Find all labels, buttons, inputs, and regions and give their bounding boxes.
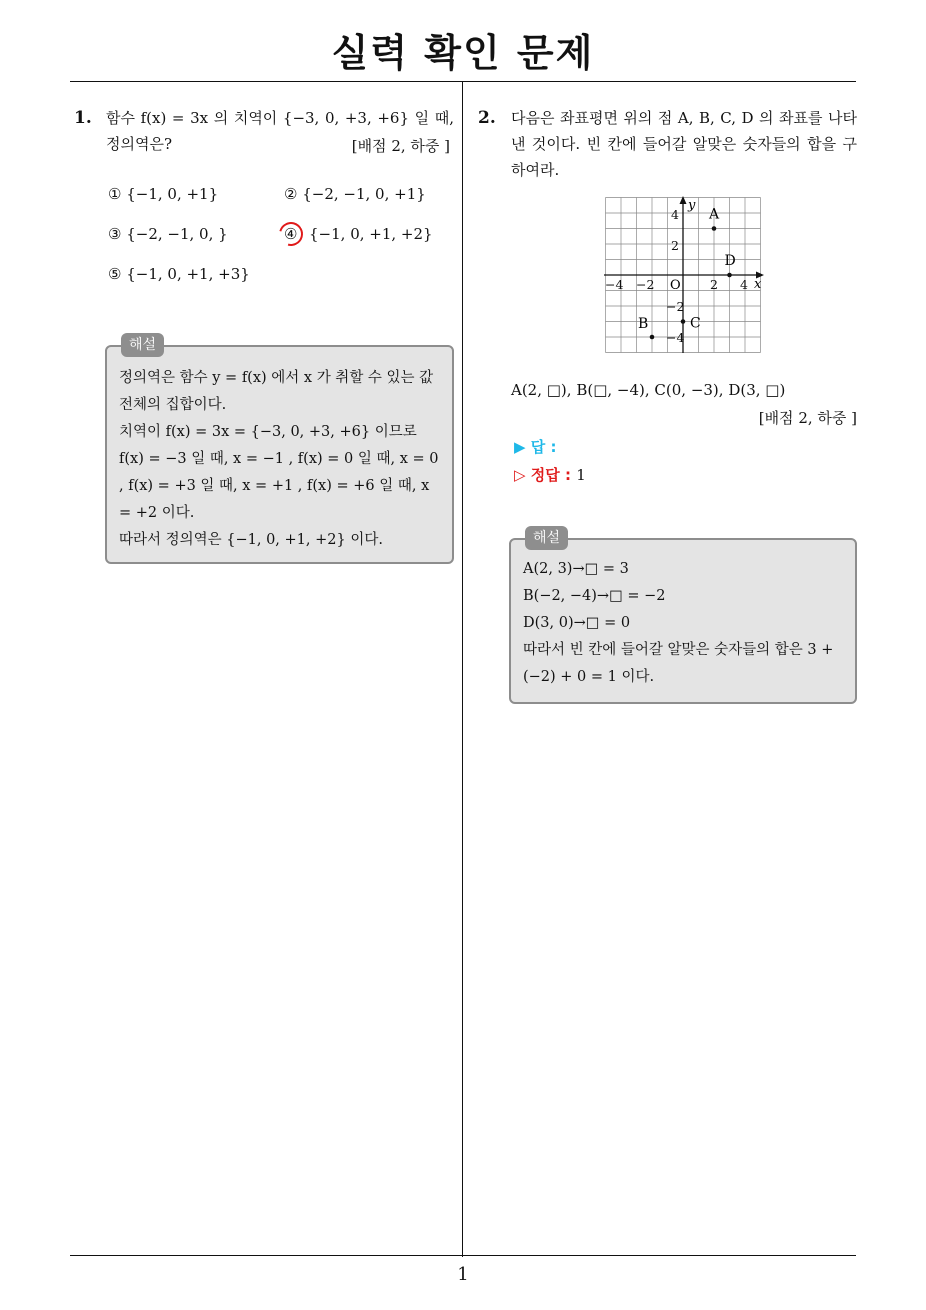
point-label-a: A: [709, 206, 720, 223]
q1-option-2[interactable]: ② {−2, −1, 0, +1}: [284, 185, 426, 203]
q2-explanation-line-4: 따라서 빈 칸에 들어갈 알맞은 숫자들의 합은 3 + (−2) + 0 = 1 이다.: [523, 642, 834, 685]
x-tick-4: 4: [740, 277, 748, 292]
y-tick-4: 4: [671, 207, 679, 222]
q1-option-4-value[interactable]: {−1, 0, +1, +2}: [309, 225, 433, 243]
page-title: 실력 확인 문제: [331, 31, 595, 75]
q1-explanation-line-3: f(x) = −3 일 때, x = −1 , f(x) = 0 일 때, x = 0 , f(x) = +3 일 때, x = +1 , f(x) = +6 일 때, x = +2 이다.: [119, 451, 439, 521]
q1-explanation-line-1: 정의역은 함수 y = f(x) 에서 x 가 취할 수 있는 값 전체의 집합이다.: [119, 370, 434, 413]
correct-answer-label: ▷ 정답 :: [514, 466, 571, 484]
point-label-d: D: [724, 253, 736, 269]
q1-explanation-line-4: 따라서 정의역은 {−1, 0, +1, +2} 이다.: [119, 532, 383, 548]
q1-number: 1.: [74, 108, 92, 128]
point-a: [712, 226, 717, 231]
q2-number: 2.: [478, 108, 496, 128]
point-label-b: B: [638, 316, 649, 332]
coordinate-plane: [600, 195, 770, 357]
q2-explanation-box: [509, 530, 857, 704]
point-b: [650, 335, 655, 340]
q1-option-5[interactable]: ⑤ {−1, 0, +1, +3}: [108, 265, 250, 283]
point-label-c: C: [690, 315, 701, 332]
q2-explanation-line-3: D(3, 0)→□ = 0: [523, 615, 631, 631]
q2-meta: [배점 2, 하중 ]: [758, 409, 857, 427]
q2-coords-line: A(2, □), B(□, −4), C(0, −3), D(3, □): [511, 381, 786, 399]
x-tick-2: 2: [710, 277, 718, 292]
q1-option-3[interactable]: ③ {−2, −1, 0, }: [108, 225, 228, 243]
top-rule: [70, 81, 856, 82]
q2-explanation-line-1: A(2, 3)→□ = 3: [523, 561, 629, 577]
q2-explanation-tag: 해설: [525, 526, 568, 550]
x-tick-neg2: −2: [636, 277, 655, 292]
bottom-rule: [70, 1255, 856, 1256]
y-tick-neg4: −4: [666, 330, 685, 345]
q1-text: 함수 f(x) = 3x 의 치역이 {−3, 0, +3, +6} 일 때, 정의역은?: [106, 109, 454, 153]
q1-explanation-tag: 해설: [121, 333, 164, 357]
answer-input-label[interactable]: ▶ 답 :: [514, 438, 557, 456]
y-axis-label: y: [688, 198, 696, 213]
point-d: [727, 273, 732, 278]
x-axis-label: x: [754, 277, 762, 292]
q1-meta: [배점 2, 하중 ]: [351, 137, 450, 155]
q1-option-1[interactable]: ① {−1, 0, +1}: [108, 185, 219, 203]
page-number: 1: [457, 1264, 469, 1285]
point-c: [681, 319, 686, 324]
correct-answer-value: 1: [576, 466, 586, 484]
origin-label: O: [670, 278, 681, 293]
correct-answer-row: [514, 464, 586, 485]
q2-text: 다음은 좌표평면 위의 점 A, B, C, D 의 좌표를 나타낸 것이다. 빈 칸에 들어갈 알맞은 숫자들의 합을 구하여라.: [511, 109, 857, 179]
q1-explanation-line-2: 치역이 f(x) = 3x = {−3, 0, +3, +6} 이므로: [119, 424, 417, 440]
q2-explanation-line-2: B(−2, −4)→□ = −2: [523, 588, 666, 604]
q1-option-4-number[interactable]: ④: [284, 225, 298, 243]
y-tick-2: 2: [671, 238, 679, 253]
x-tick-neg4: −4: [605, 277, 624, 292]
column-divider: [462, 81, 463, 1257]
y-tick-neg2: −2: [666, 299, 685, 314]
q1-explanation-box: [105, 337, 454, 564]
